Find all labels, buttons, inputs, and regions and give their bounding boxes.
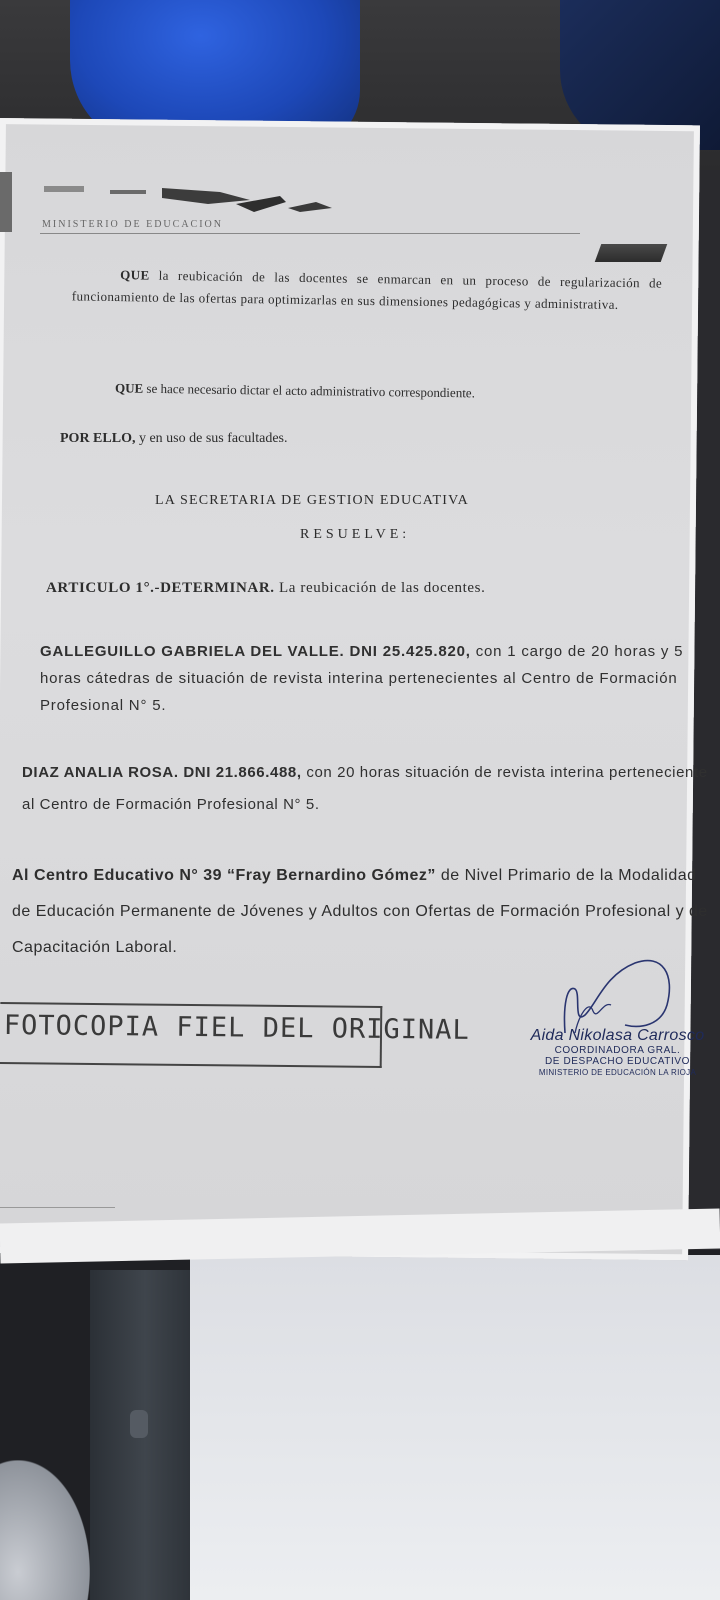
signature-block <box>515 1027 720 1078</box>
paragraph-text: se hace necesario dictar el acto administrativo correspondiente. <box>146 380 475 401</box>
resuelve-heading: RESUELVE: <box>300 527 411 542</box>
corner-mark <box>595 244 668 262</box>
paragraph-lead: QUE <box>114 380 144 396</box>
signatory-name: Aida Nikolasa Carrosco <box>530 1027 705 1044</box>
ministry-logo <box>40 182 340 224</box>
paragraph-text: y en uso de sus facultades. <box>138 431 288 446</box>
header-rule <box>40 233 580 234</box>
centro-text: de Nivel Primario de la Modalidad de Educación Permanente de Jóvenes y Adultos con Ofertas de Formación Profesional y de Capacitación Laboral. <box>12 867 708 956</box>
signatory-department: DE DESPACHO EDUCATIVO <box>544 1056 691 1067</box>
teacher-2-text: con 20 horas situación de revista interina perteneciente al Centro de Formación Profesional N° 5. <box>22 764 708 813</box>
binding-mark <box>0 172 12 232</box>
bottom-rule <box>0 1207 115 1208</box>
teacher-1-dni: DNI 25.425.820, <box>349 643 471 660</box>
teacher-1-text: con 1 cargo de 20 horas y 5 horas cátedras de situación de revista interina pertenecientes al Centro de Formación Profesional N° 5. <box>40 643 684 714</box>
signatory-title: COORDINADORA GRAL. <box>554 1045 681 1056</box>
handwritten-signature <box>545 955 695 1035</box>
background-cloth <box>0 1460 90 1600</box>
article-1 <box>46 577 646 599</box>
background-chair-knob <box>130 1410 148 1438</box>
teacher-1-name: GALLEGUILLO GABRIELA DEL VALLE. <box>40 643 345 660</box>
paragraph-text: la reubicación de las docentes se enmarcan en un proceso de regularización de funcionamiento de las ofertas para optimizarlas en sus dimensiones pedagógicas y administrativa. <box>71 267 663 312</box>
paragraph-lead: POR ELLO, <box>60 431 136 446</box>
background-paper-sheet <box>190 1255 720 1600</box>
article-text: La reubicación de las docentes. <box>279 580 486 596</box>
centro-paragraph <box>12 858 712 966</box>
certified-copy-stamp: FOTOCOPIA FIEL DEL ORIGINAL <box>3 1010 470 1046</box>
teacher-2-name: DIAZ ANALIA ROSA. DNI 21.866.488, <box>22 764 302 781</box>
ministry-header: MINISTERIO DE EDUCACION <box>42 219 223 230</box>
article-lead: ARTICULO 1°.-DETERMINAR. <box>46 580 275 596</box>
issuer-heading: LA SECRETARIA DE GESTION EDUCATIVA <box>155 493 469 508</box>
paragraph-lead: QUE <box>120 267 150 283</box>
teacher-2-paragraph <box>22 757 712 821</box>
paragraph-considerando-1 <box>72 263 663 316</box>
teacher-1-paragraph <box>40 638 700 719</box>
signatory-ministry: MINISTERIO DE EDUCACIÓN LA RIOJA <box>538 1068 697 1077</box>
paragraph-por-ello <box>60 428 580 450</box>
centro-name: Al Centro Educativo N° 39 “Fray Bernardino Gómez” <box>12 867 436 884</box>
